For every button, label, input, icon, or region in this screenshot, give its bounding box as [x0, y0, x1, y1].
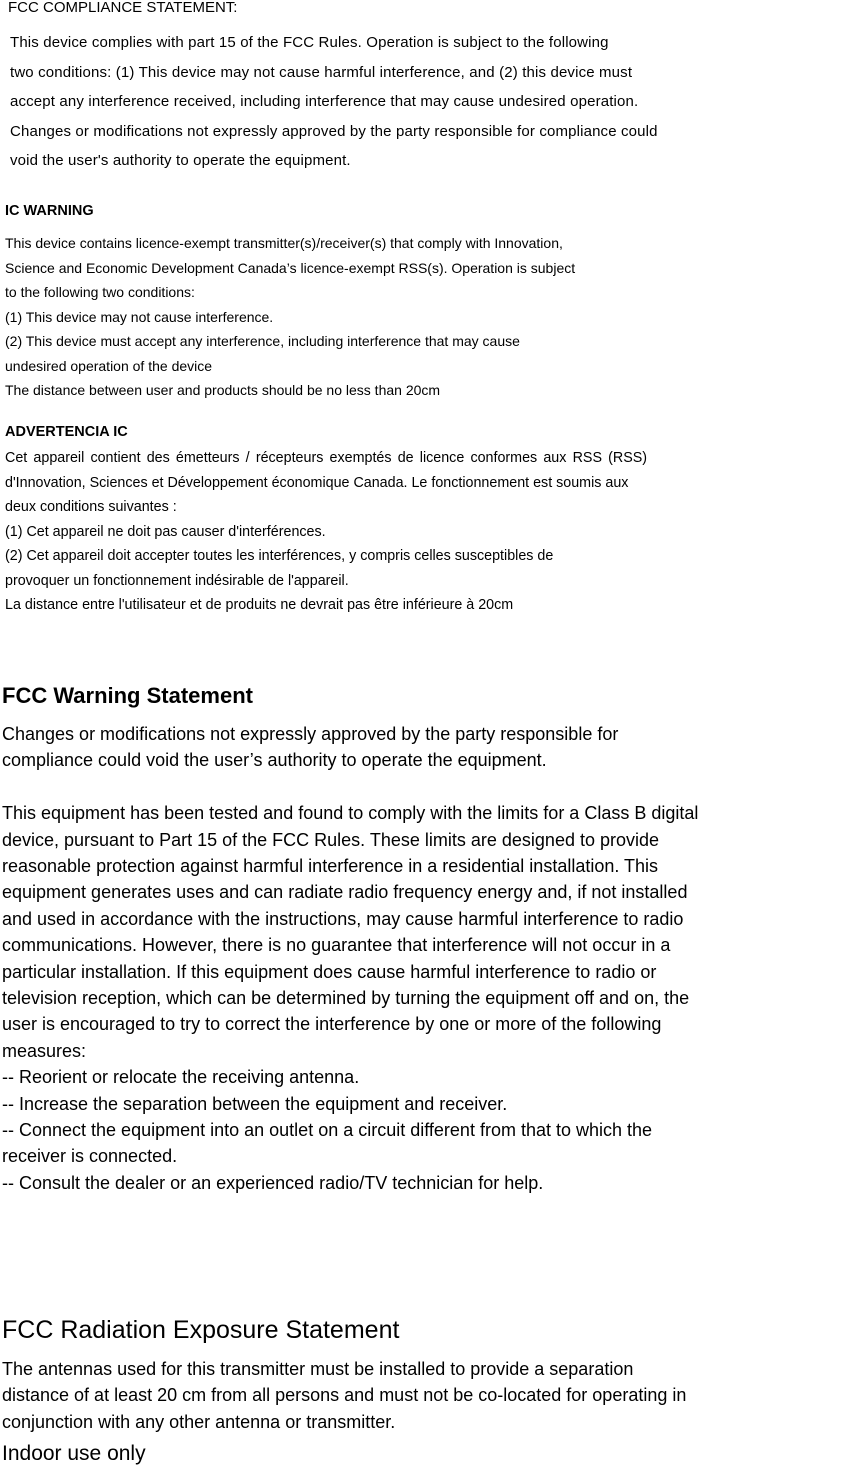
- paragraph-line: provoquer un fonctionnement indésirable de l'appareil.: [5, 572, 349, 589]
- paragraph-line: measures:: [2, 1040, 87, 1061]
- indoor-use-note: Indoor use only: [2, 1442, 146, 1465]
- paragraph-line: (2) Cet appareil doit accepter toutes les interférences, y compris celles susceptibles de: [5, 548, 554, 564]
- paragraph-line: (2) This device must accept any interference, including interference that may cause: [5, 333, 520, 349]
- paragraph-line: La distance entre l'utilisateur et de produits ne devrait pas être inférieure à 20cm: [5, 597, 514, 613]
- advertencia-ic-body: [5, 446, 647, 618]
- fcc-compliance-body: [10, 28, 658, 176]
- paragraph-line: and used in accordance with the instructions, may cause harmful interference to radio: [2, 908, 684, 929]
- fcc-warning-body: [2, 721, 698, 1196]
- ic-warning-heading: IC WARNING: [5, 203, 94, 219]
- advertencia-ic-heading: ADVERTENCIA IC: [5, 424, 128, 440]
- paragraph-line: Changes or modifications not expressly approved by the party responsible for: [2, 724, 619, 744]
- list-item: receiver is connected.: [2, 1146, 178, 1167]
- paragraph-line: The antennas used for this transmitter must be installed to provide a separation: [2, 1359, 634, 1379]
- list-item: -- Connect the equipment into an outlet on a circuit different from that to which the: [2, 1120, 653, 1141]
- paragraph-line: (1) Cet appareil ne doit pas causer d'interférences.: [5, 523, 326, 540]
- paragraph-line: d'Innovation, Sciences et Développement économique Canada. Le fonctionnement est soumis aux: [5, 474, 629, 491]
- paragraph-line: This equipment has been tested and found to comply with the limits for a Class B digital: [2, 803, 699, 824]
- paragraph-line: This device contains licence-exempt transmitter(s)/receiver(s) that comply with Innovation,: [5, 235, 563, 251]
- list-item: -- Reorient or relocate the receiving antenna.: [2, 1067, 360, 1088]
- paragraph-line: (1) This device may not cause interference.: [5, 308, 274, 325]
- paragraph-line: Science and Economic Development Canada’s licence-exempt RSS(s). Operation is subject: [5, 259, 576, 276]
- paragraph-line: Cet appareil contient des émetteurs / récepteurs exemptés de licence conformes aux RSS (RSS): [5, 450, 648, 466]
- paragraph-line: device, pursuant to Part 15 of the FCC Rules. These limits are designed to provide: [2, 829, 660, 850]
- paragraph-line: accept any interference received, including interference that may cause undesired operation.: [10, 93, 639, 110]
- paragraph-line: void the user's authority to operate the equipment.: [10, 152, 351, 169]
- fcc-warning-heading: FCC Warning Statement: [2, 683, 253, 708]
- paragraph-line: Changes or modifications not expressly approved by the party responsible for compliance could: [10, 122, 658, 140]
- paragraph-line: compliance could void the user’s authority to operate the equipment.: [2, 750, 547, 771]
- paragraph-line: distance of at least 20 cm from all persons and must not be co-located for operating in: [2, 1385, 687, 1406]
- list-item: -- Increase the separation between the equipment and receiver.: [2, 1093, 508, 1114]
- paragraph-line: two conditions: (1) This device may not cause harmful interference, and (2) this device must: [10, 63, 633, 81]
- ic-warning-body: [5, 231, 575, 403]
- list-item: -- Consult the dealer or an experienced radio/TV technician for help.: [2, 1172, 544, 1193]
- paragraph-line: The distance between user and products should be no less than 20cm: [5, 382, 441, 398]
- paragraph-line: deux conditions suivantes :: [5, 499, 177, 515]
- paragraph-line: communications. However, there is no guarantee that interference will not occur in a: [2, 935, 671, 956]
- paragraph-line: to the following two conditions:: [5, 284, 195, 300]
- fcc-radiation-heading: FCC Radiation Exposure Statement: [2, 1316, 400, 1344]
- fcc-radiation-body: [2, 1356, 686, 1435]
- paragraph-line: This device complies with part 15 of the FCC Rules. Operation is subject to the following: [10, 34, 609, 51]
- paragraph-line: conjunction with any other antenna or transmitter.: [2, 1411, 396, 1432]
- paragraph-line: user is encouraged to try to correct the interference by one or more of the following: [2, 1014, 662, 1035]
- paragraph-spacer: [2, 774, 698, 800]
- paragraph-line: reasonable protection against harmful interference in a residential installation. This: [2, 856, 659, 877]
- paragraph-line: particular installation. If this equipment does cause harmful interference to radio or: [2, 961, 657, 982]
- paragraph-line: undesired operation of the device: [5, 357, 213, 374]
- paragraph-line: equipment generates uses and can radiate radio frequency energy and, if not installed: [2, 882, 688, 903]
- fcc-compliance-heading: FCC COMPLIANCE STATEMENT:: [8, 0, 238, 16]
- paragraph-line: television reception, which can be determined by turning the equipment off and on, the: [2, 988, 690, 1009]
